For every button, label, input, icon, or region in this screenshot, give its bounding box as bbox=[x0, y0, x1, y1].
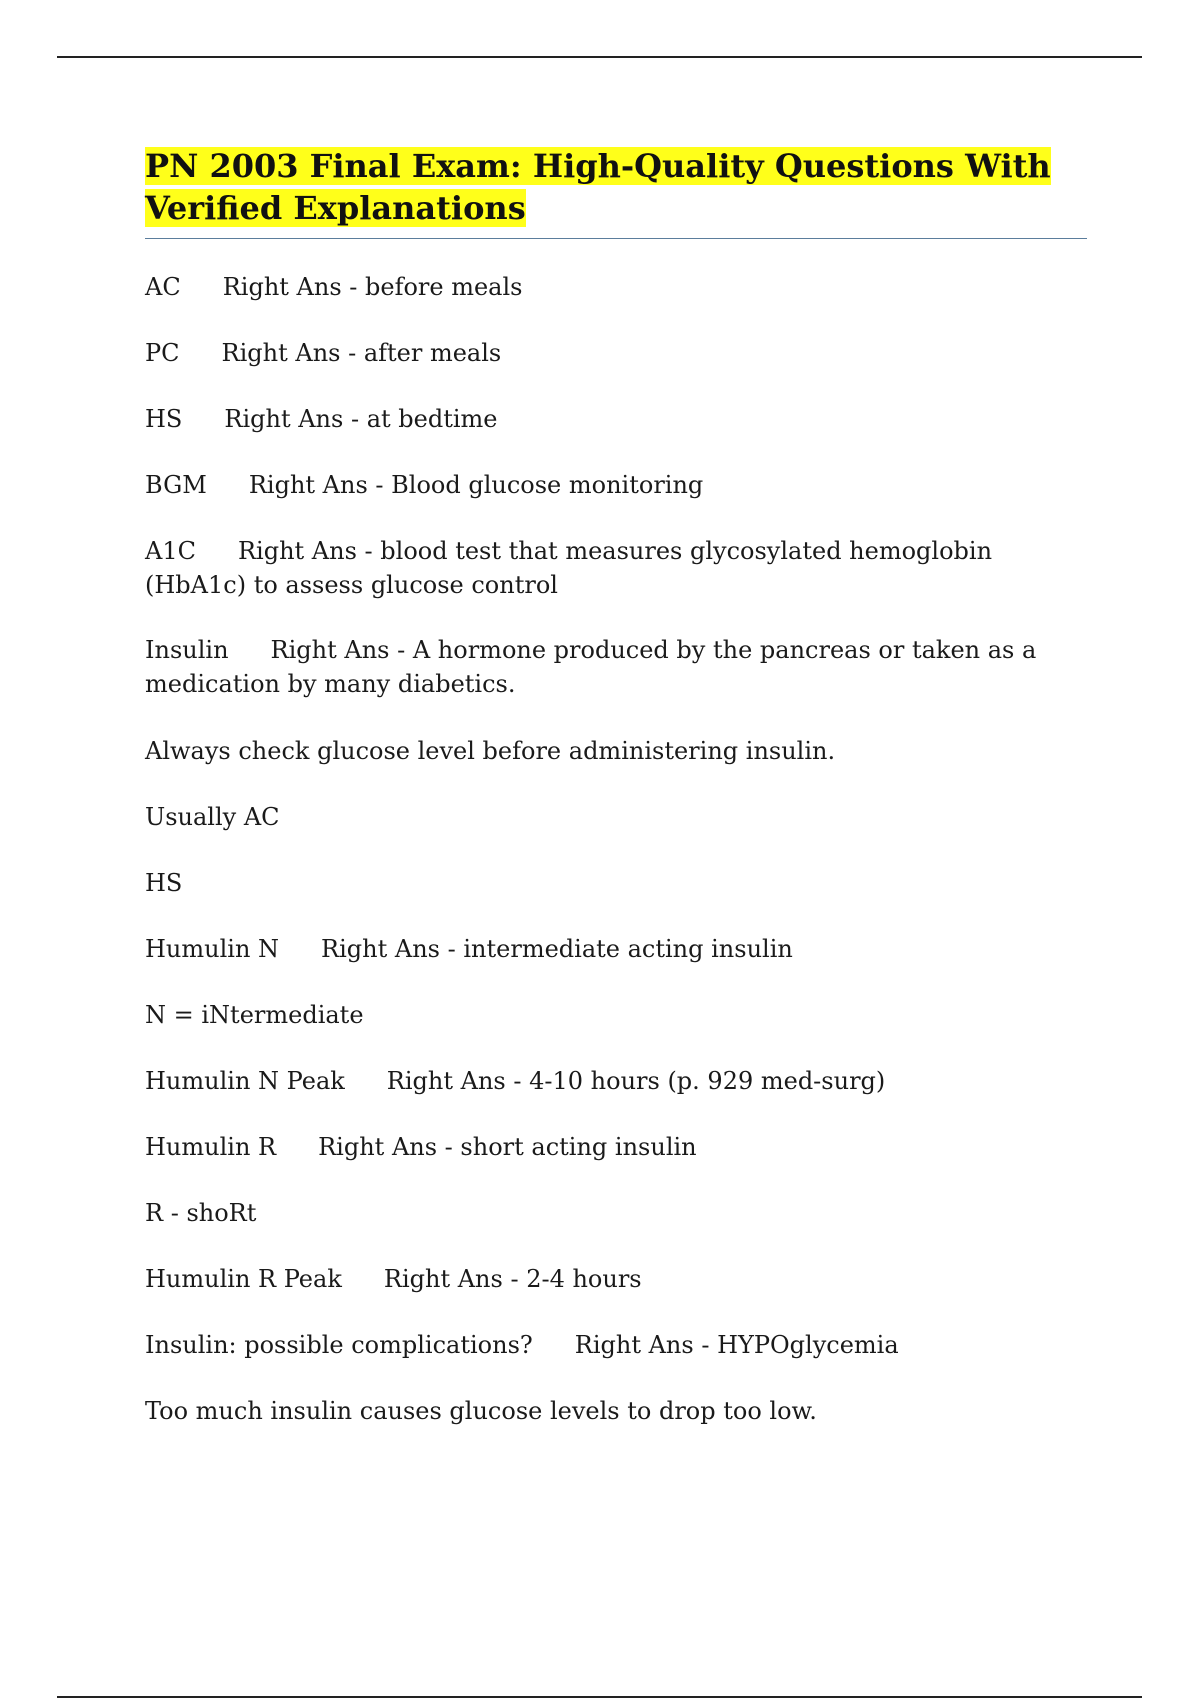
flashcard-entry bbox=[145, 1064, 1095, 1098]
term: Humulin N bbox=[145, 935, 280, 963]
term: AC bbox=[145, 273, 181, 301]
note-text: R - shoRt bbox=[145, 1199, 257, 1227]
flashcard-entry bbox=[145, 1262, 1095, 1296]
footer-rule bbox=[57, 1696, 1142, 1698]
answer: Right Ans - HYPOglycemia bbox=[574, 1331, 899, 1359]
flashcard-entry bbox=[145, 468, 1095, 502]
term: Insulin: possible complications? bbox=[145, 1331, 533, 1359]
note-text: N = iNtermediate bbox=[145, 1001, 364, 1029]
flashcard-entry bbox=[145, 932, 1095, 966]
answer: Right Ans - 2-4 hours bbox=[383, 1265, 642, 1293]
answer: Right Ans - 4-10 hours (p. 929 med-surg) bbox=[386, 1067, 886, 1095]
term: HS bbox=[145, 405, 183, 433]
term: Insulin bbox=[145, 636, 229, 664]
flashcard-entry bbox=[145, 336, 1095, 370]
answer: Right Ans - blood test that measures glycosylated hemoglobin (HbA1c) to assess glucose control bbox=[145, 537, 993, 599]
answer: Right Ans - before meals bbox=[222, 273, 523, 301]
term: Humulin R Peak bbox=[145, 1265, 342, 1293]
term: BGM bbox=[145, 471, 207, 499]
note-text: Usually AC bbox=[145, 803, 280, 831]
flashcard-entry bbox=[145, 402, 1095, 436]
answer: Right Ans - intermediate acting insulin bbox=[321, 935, 793, 963]
header-rule bbox=[57, 56, 1142, 58]
answer: Right Ans - Blood glucose monitoring bbox=[248, 471, 704, 499]
note-text: Too much insulin causes glucose levels to drop too low. bbox=[145, 1397, 817, 1425]
flashcard-entry bbox=[145, 633, 1095, 701]
flashcard-entry bbox=[145, 534, 1095, 602]
term: Humulin R bbox=[145, 1133, 277, 1161]
document-title: PN 2003 Final Exam: High-Quality Questions With Verified Explanations bbox=[145, 147, 1051, 227]
title-underline bbox=[145, 238, 1087, 239]
answer: Right Ans - at bedtime bbox=[224, 405, 498, 433]
answer: Right Ans - short acting insulin bbox=[318, 1133, 697, 1161]
flashcard-entry bbox=[145, 1130, 1095, 1164]
answer: Right Ans - A hormone produced by the pancreas or taken as a medication by many diabetics. bbox=[145, 636, 1037, 698]
flashcard-entry bbox=[145, 1328, 1095, 1362]
note-text: HS bbox=[145, 869, 183, 897]
answer: Right Ans - after meals bbox=[221, 339, 502, 367]
term: Humulin N Peak bbox=[145, 1067, 345, 1095]
term: PC bbox=[145, 339, 180, 367]
term: A1C bbox=[145, 537, 196, 565]
flashcard-entry bbox=[145, 270, 1095, 304]
note-text: Always check glucose level before administering insulin. bbox=[145, 737, 836, 765]
